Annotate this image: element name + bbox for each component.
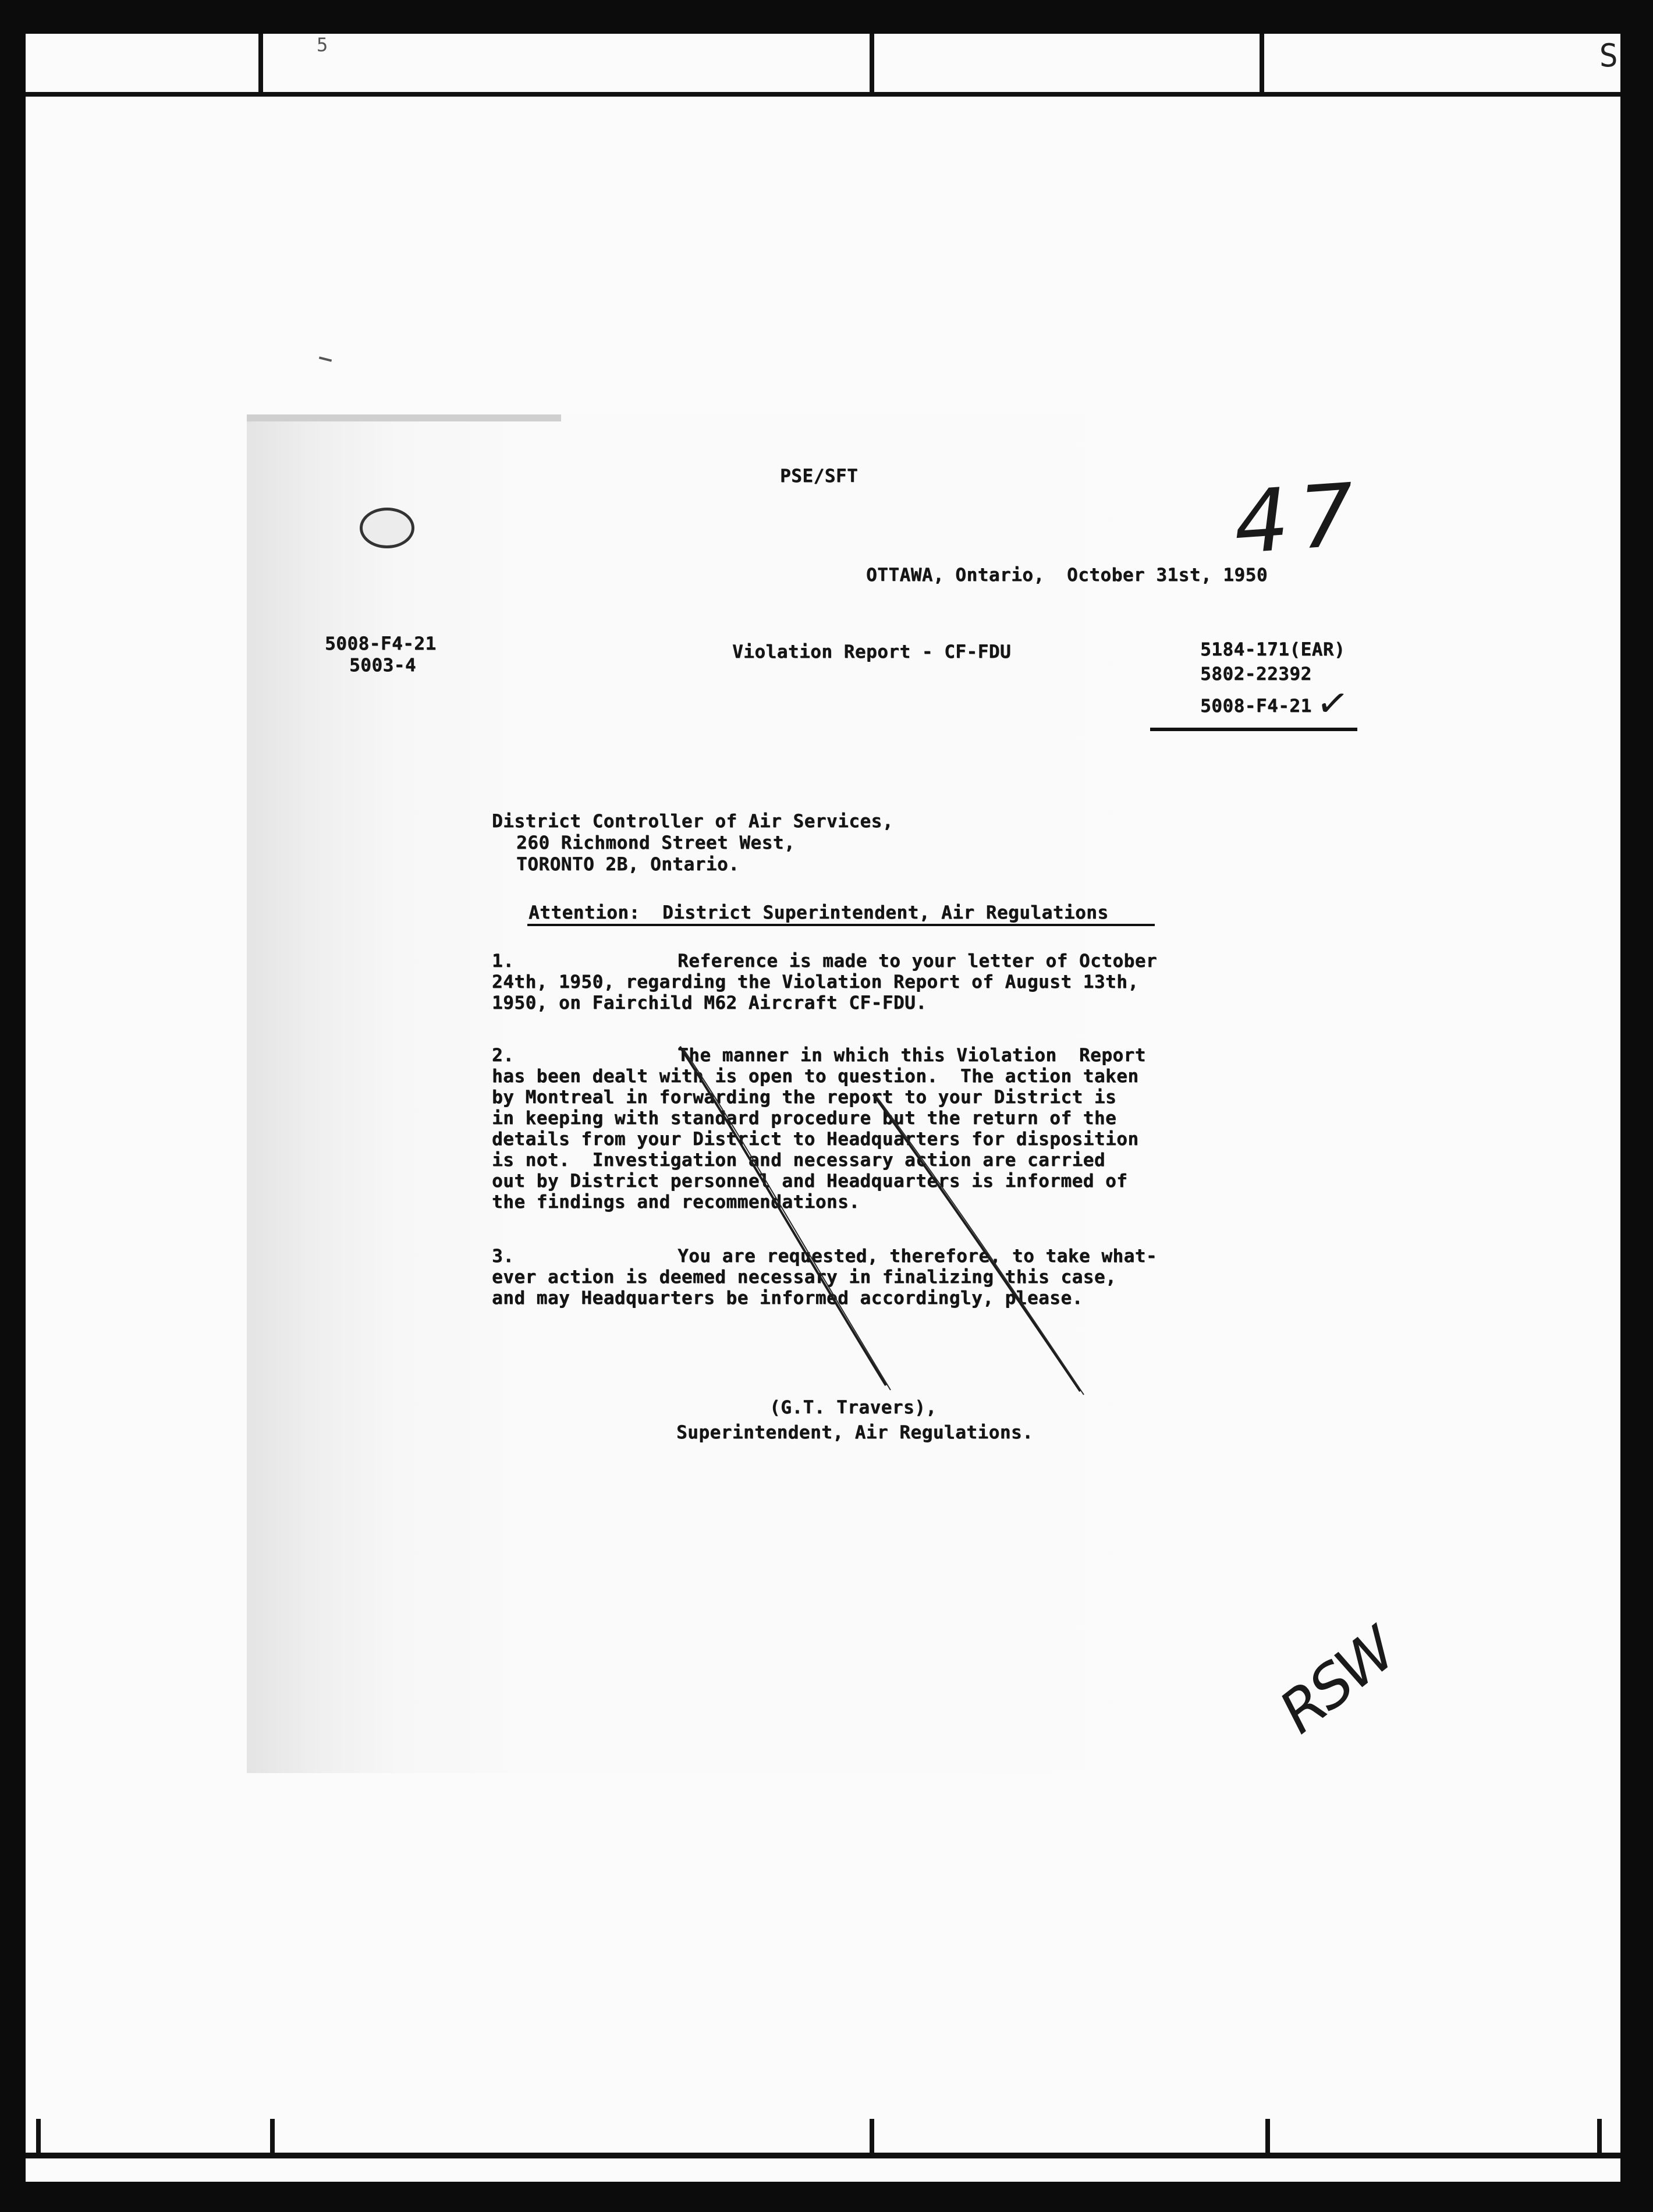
addressee-line: 260 Richmond Street West, <box>516 832 796 853</box>
paragraph-line: out by District personnel and Headquarters is informed of <box>492 1171 1128 1192</box>
addressee-line: TORONTO 2B, Ontario. <box>516 854 740 875</box>
addressee-line: District Controller of Air Services, <box>492 811 893 832</box>
paragraph-line: has been dealt with is open to question. The action taken <box>492 1066 1139 1087</box>
header-code: PSE/SFT <box>780 466 859 487</box>
right-file-ref: 5008-F4-21 <box>1200 696 1312 717</box>
check-mark: ✓ <box>1313 679 1352 728</box>
paragraph-number: 1. <box>492 951 515 972</box>
paragraph-line: ever action is deemed necessary in finalizing this case, <box>492 1267 1117 1288</box>
paragraph-line: in keeping with standard procedure but the return of the <box>492 1108 1117 1129</box>
signature-title: Superintendent, Air Regulations. <box>676 1422 1034 1443</box>
paragraph-line: the findings and recommendations. <box>492 1192 860 1213</box>
paragraph-line: is not. Investigation and necessary action are carried <box>492 1150 1105 1171</box>
paragraph-line: by Montreal in forwarding the report to your District is <box>492 1087 1117 1108</box>
paragraph-line: Reference is made to your letter of October <box>677 951 1158 972</box>
handwritten-initials: RSW <box>1267 1616 1407 1747</box>
paragraph-line: 1950, on Fairchild M62 Aircraft CF-FDU. <box>492 992 927 1013</box>
paragraph-number: 2. <box>492 1045 515 1066</box>
pen-stroke <box>680 1047 886 1385</box>
pen-stroke <box>873 1094 1080 1391</box>
paragraph-line: details from your District to Headquarters for disposition <box>492 1129 1139 1150</box>
paragraph-number: 3. <box>492 1246 515 1267</box>
attention-line: Attention: District Superintendent, Air Regulations <box>528 902 1109 923</box>
place-and-date: OTTAWA, Ontario, October 31st, 1950 <box>866 565 1268 586</box>
subject-line: Violation Report - CF-FDU <box>732 641 1012 662</box>
paragraph-line: The manner in which this Violation Report <box>677 1045 1146 1066</box>
paragraph-line: 24th, 1950, regarding the Violation Report of August 13th, <box>492 972 1139 992</box>
handwritten-folio-number: 47 <box>1230 464 1368 573</box>
right-file-ref: 5184-171(EAR) <box>1200 639 1346 660</box>
left-file-ref: 5003-4 <box>349 655 416 676</box>
top-corner-mark: 5 <box>317 34 328 56</box>
signature-name: (G.T. Travers), <box>769 1397 937 1418</box>
paragraph-line: and may Headquarters be informed accordingly, please. <box>492 1288 1083 1309</box>
right-edge-mark: S <box>1599 37 1618 74</box>
right-file-ref: 5802-22392 <box>1200 664 1312 685</box>
left-file-ref: 5008-F4-21 <box>325 633 437 654</box>
paragraph-line: You are requested, therefore, to take what- <box>677 1246 1158 1267</box>
